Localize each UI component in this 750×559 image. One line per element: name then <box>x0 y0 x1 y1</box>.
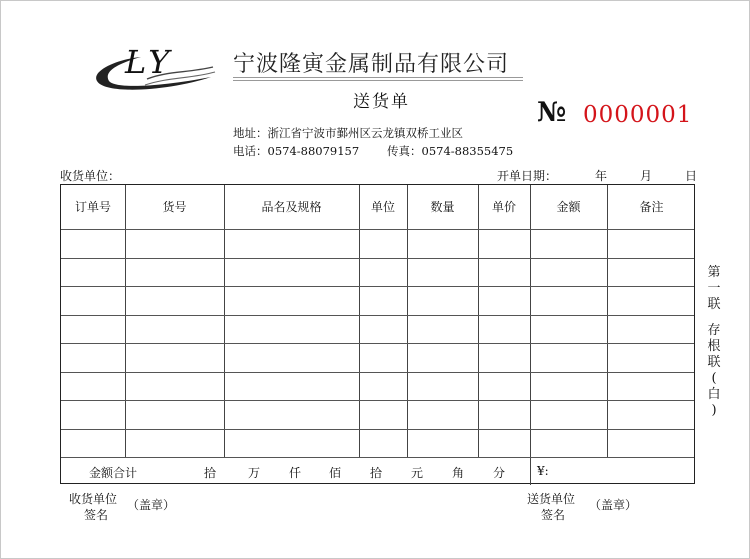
phone-label: 电话： <box>233 144 268 158</box>
fax-value: 0574-88355475 <box>421 144 514 158</box>
table-cell[interactable] <box>530 372 607 401</box>
amount-unit-label: 分 <box>493 466 506 480</box>
copy-note-char: ) <box>711 403 717 418</box>
table-cell[interactable] <box>224 372 359 401</box>
table-cell[interactable] <box>359 400 407 429</box>
table-cell[interactable] <box>607 286 696 315</box>
table-cell[interactable] <box>530 258 607 287</box>
table-cell[interactable] <box>478 372 530 401</box>
copy-note-char: 联 <box>707 355 721 370</box>
phone-line <box>233 143 359 159</box>
table-cell[interactable] <box>478 286 530 315</box>
receiver-sign-line1: 收货单位 <box>69 492 118 506</box>
table-cell[interactable] <box>224 315 359 344</box>
table-cell[interactable] <box>359 315 407 344</box>
amount-unit-label: 佰 <box>329 466 342 480</box>
table-cell[interactable] <box>61 315 125 344</box>
table-cell[interactable] <box>224 258 359 287</box>
table-cell[interactable] <box>478 343 530 372</box>
receiver-stamp-label: （盖章） <box>127 498 176 512</box>
column-header: 单位 <box>370 200 395 214</box>
column-header: 备注 <box>639 200 664 214</box>
total-divider <box>530 457 531 485</box>
table-cell[interactable] <box>224 429 359 458</box>
table-cell[interactable] <box>224 286 359 315</box>
date-day: 日 <box>685 169 698 183</box>
amount-unit-label: 仟 <box>289 466 302 480</box>
table-cell[interactable] <box>359 258 407 287</box>
table-cell[interactable] <box>607 343 696 372</box>
table-cell[interactable] <box>530 286 607 315</box>
document-title: 送货单 <box>353 92 410 112</box>
amount-unit-label: 元 <box>411 466 424 480</box>
copy-note-char: 第 <box>707 265 721 280</box>
total-amount-label: 金额合计 <box>89 466 138 480</box>
table-cell[interactable] <box>607 315 696 344</box>
table-cell[interactable] <box>359 429 407 458</box>
table-cell[interactable] <box>478 315 530 344</box>
sender-stamp-label: （盖章） <box>589 498 638 512</box>
table-cell[interactable] <box>530 229 607 258</box>
table-cell[interactable] <box>407 429 478 458</box>
amount-unit-label: 万 <box>248 466 261 480</box>
table-cell[interactable] <box>125 343 224 372</box>
amount-unit-label: 拾 <box>370 466 383 480</box>
column-header: 货号 <box>162 200 187 214</box>
copy-note-char: 白 <box>707 387 721 402</box>
table-cell[interactable] <box>125 258 224 287</box>
table-cell[interactable] <box>125 229 224 258</box>
table-cell[interactable] <box>359 229 407 258</box>
table-cell[interactable] <box>125 429 224 458</box>
date-month: 月 <box>640 169 653 183</box>
table-cell[interactable] <box>407 400 478 429</box>
column-header: 订单号 <box>74 200 111 214</box>
table-cell[interactable] <box>407 315 478 344</box>
table-cell[interactable] <box>61 429 125 458</box>
table-cell[interactable] <box>407 372 478 401</box>
table-cell[interactable] <box>61 343 125 372</box>
phone-value: 0574-88079157 <box>267 144 360 158</box>
amount-unit-label: 角 <box>452 466 465 480</box>
amount-unit-label: 拾 <box>204 466 217 480</box>
table-cell[interactable] <box>125 372 224 401</box>
table-cell[interactable] <box>359 372 407 401</box>
address-value: 浙江省宁波市鄞州区云龙镇双桥工业区 <box>267 126 463 140</box>
company-logo <box>89 41 219 99</box>
copy-note-char: 存 <box>707 323 721 338</box>
table-cell[interactable] <box>530 429 607 458</box>
table-cell[interactable] <box>607 400 696 429</box>
date-year: 年 <box>595 169 608 183</box>
table-cell[interactable] <box>478 258 530 287</box>
address-line <box>233 125 463 141</box>
title-rule-top <box>233 77 523 78</box>
table-cell[interactable] <box>530 400 607 429</box>
table-cell[interactable] <box>61 286 125 315</box>
copy-note-char: 联 <box>707 297 721 312</box>
table-cell[interactable] <box>530 343 607 372</box>
company-name: 宁波隆寅金属制品有限公司 <box>233 52 510 77</box>
copy-note-char: 一 <box>707 281 721 296</box>
table-cell[interactable] <box>224 343 359 372</box>
table-cell[interactable] <box>478 229 530 258</box>
copy-note-char: 根 <box>707 339 721 354</box>
currency-symbol: ¥: <box>537 464 549 478</box>
date-field-label: 开单日期： <box>497 169 558 183</box>
table-cell[interactable] <box>224 229 359 258</box>
goods-table <box>60 184 695 484</box>
fax-line <box>387 143 513 159</box>
table-cell[interactable] <box>61 258 125 287</box>
title-rule-bottom <box>233 80 523 81</box>
table-cell[interactable] <box>478 400 530 429</box>
row-divider <box>61 457 694 458</box>
fax-label: 传真： <box>387 144 422 158</box>
table-cell[interactable] <box>125 400 224 429</box>
receiver-field-label: 收货单位： <box>60 169 121 183</box>
table-cell[interactable] <box>407 258 478 287</box>
table-cell[interactable] <box>530 315 607 344</box>
address-label: 地址： <box>233 126 268 140</box>
table-cell[interactable] <box>407 343 478 372</box>
table-cell[interactable] <box>607 372 696 401</box>
table-cell[interactable] <box>607 229 696 258</box>
copy-note-char <box>706 313 722 323</box>
table-cell[interactable] <box>407 229 478 258</box>
sender-sign-line2: 签名 <box>541 508 566 522</box>
logo-text: LY <box>125 43 174 81</box>
copy-note <box>706 265 722 419</box>
table-cell[interactable] <box>478 429 530 458</box>
serial-number: 0000001 <box>583 102 693 128</box>
table-cell[interactable] <box>224 400 359 429</box>
table-cell[interactable] <box>359 286 407 315</box>
table-cell[interactable] <box>61 372 125 401</box>
sender-sign-line1: 送货单位 <box>527 492 576 506</box>
table-cell[interactable] <box>607 429 696 458</box>
table-cell[interactable] <box>607 258 696 287</box>
table-cell[interactable] <box>61 229 125 258</box>
table-cell[interactable] <box>125 315 224 344</box>
table-cell[interactable] <box>125 286 224 315</box>
column-header: 品名及规格 <box>261 200 322 214</box>
table-cell[interactable] <box>61 400 125 429</box>
receiver-sign-line2: 签名 <box>84 508 109 522</box>
table-cell[interactable] <box>407 286 478 315</box>
copy-note-char: ( <box>711 371 717 386</box>
column-header: 金额 <box>556 200 581 214</box>
table-cell[interactable] <box>359 343 407 372</box>
column-header: 数量 <box>430 200 455 214</box>
column-header: 单价 <box>491 200 516 214</box>
numero-sign: № <box>537 97 567 128</box>
